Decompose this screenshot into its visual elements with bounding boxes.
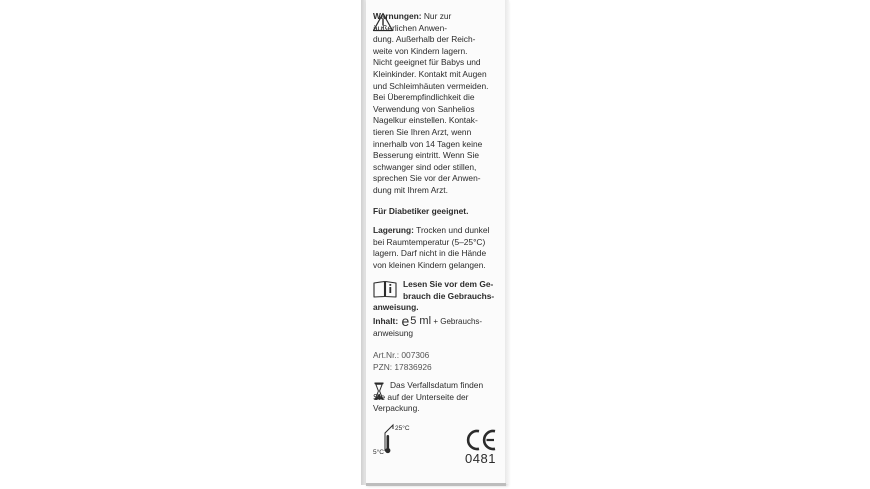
diabetic-text: Für Diabetiker geeignet. — [373, 206, 469, 216]
expiry-line: Sie auf der Unterseite der — [373, 391, 469, 402]
expiry-line: Das Verfallsdatum finden — [390, 380, 484, 390]
storage-line: von kleinen Kindern gelangen. — [373, 259, 486, 270]
expiry-block — [373, 380, 497, 415]
contents-block — [373, 313, 499, 339]
warnings-line: Nicht geeignet für Babys und — [373, 57, 481, 68]
warnings-line: weite von Kindern lagern. — [373, 45, 468, 56]
article-number: Art.Nr.: 007306 — [373, 350, 430, 360]
read-line: anweisung. — [373, 302, 419, 313]
warnings-title: Warnungen: — [373, 11, 422, 21]
expiry-line: Verpackung. — [373, 403, 420, 414]
storage-line: Trocken und dunkel — [416, 225, 490, 235]
box-right-edge — [505, 0, 509, 484]
contents-volume: 5 ml — [410, 315, 432, 327]
warnings-line: Verwendung von Sanhelios — [373, 103, 475, 114]
storage-title: Lagerung: — [373, 225, 414, 235]
warnings-line: dung. Außerhalb der Reich- — [373, 34, 476, 45]
thermometer-icon — [373, 421, 415, 457]
warnings-line: Bei Überempfindlichkeit die — [373, 92, 475, 103]
article-block — [373, 350, 432, 373]
warnings-line: Nagelkur einstellen. Kontak- — [373, 115, 478, 126]
warnings-line: schwanger sind oder stillen, — [373, 161, 477, 172]
warnings-block — [373, 11, 499, 197]
contents-extra-2: anweisung — [373, 327, 414, 338]
estimated-sign-icon: e — [401, 313, 410, 329]
storage-line: bei Raumtemperatur (5–25°C) — [373, 236, 486, 247]
warnings-line: Nur zur — [423, 11, 452, 21]
box-bottom-rim — [366, 483, 506, 486]
warnings-line: tieren Sie Ihren Arzt, wenn — [373, 126, 472, 137]
warnings-line: sprechen Sie vor der Anwen- — [373, 173, 481, 184]
read-line: brauch die Gebrauchs- — [403, 290, 495, 301]
warnings-line: Kleinkinder. Kontakt mit Augen — [373, 68, 487, 79]
pzn-number: PZN: 17836926 — [373, 361, 432, 372]
read-instructions-block — [373, 279, 499, 314]
contents-extra: + Gebrauchs- — [433, 317, 483, 326]
diabetic-note — [373, 206, 468, 218]
temp-max: 25°C — [395, 425, 410, 432]
warnings-line: äußerlichen Anwen- — [373, 22, 448, 33]
read-line: Lesen Sie vor dem Ge- — [403, 279, 494, 289]
storage-line: lagern. Darf nicht in die Hände — [373, 248, 487, 259]
ce-mark-icon — [464, 428, 498, 452]
warnings-line: dung mit Ihrem Arzt. — [373, 184, 448, 195]
temp-min: 5°C — [373, 449, 384, 456]
storage-block — [373, 225, 501, 271]
warnings-line: innerhalb von 14 Tagen keine — [373, 138, 483, 149]
warnings-line: Besserung eintritt. Wenn Sie — [373, 150, 479, 161]
warnings-line: und Schleimhäuten vermeiden. — [373, 80, 489, 91]
contents-label: Inhalt: — [373, 316, 399, 326]
ce-code: 0481 — [465, 451, 496, 466]
